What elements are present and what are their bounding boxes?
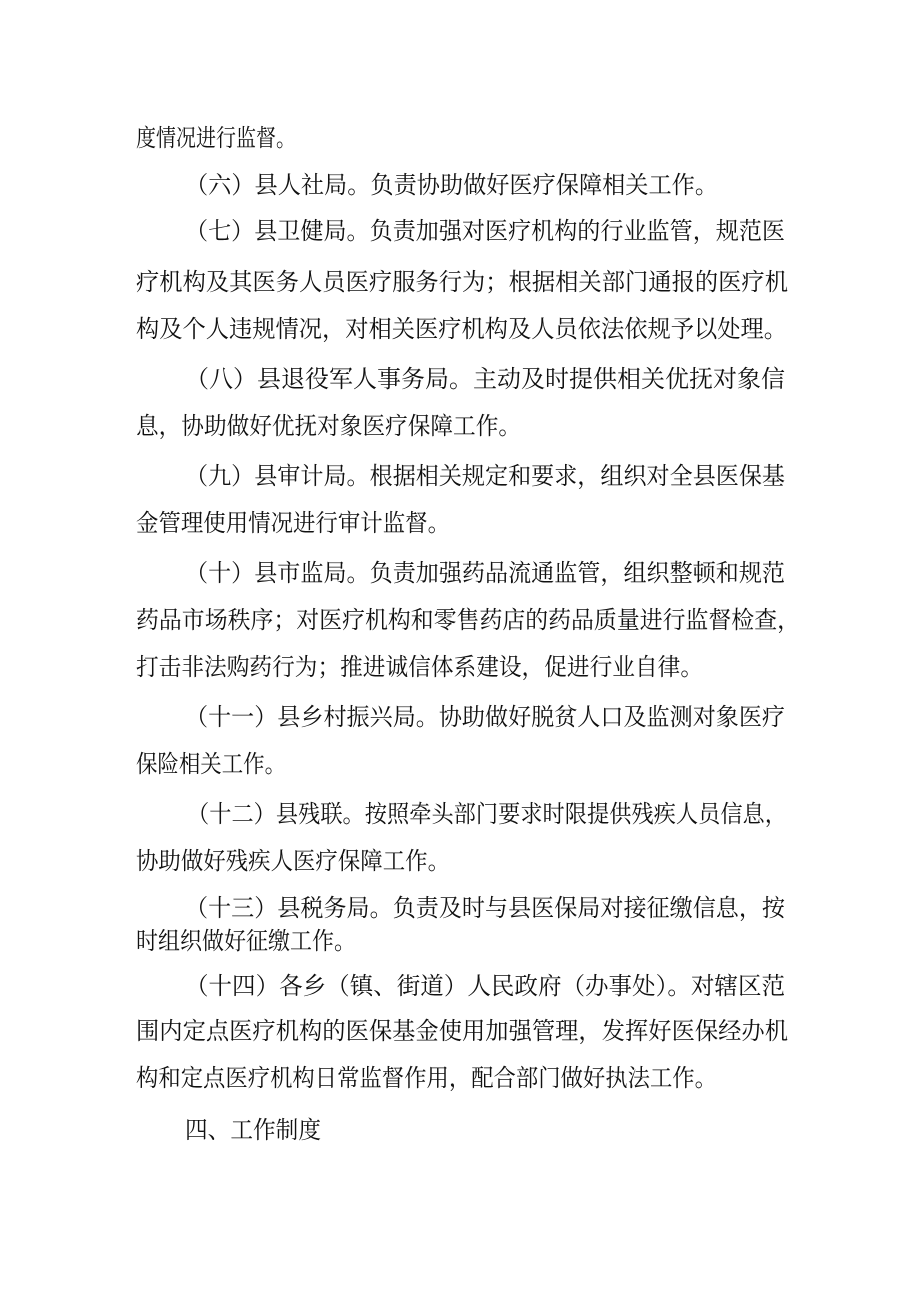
text-line-content: （六）县人社局。负责协助做好医疗保障相关工作。 bbox=[185, 171, 718, 199]
text-line-content: （八）县退役军人事务局。主动及时提供相关优抚对象信 bbox=[185, 365, 785, 393]
text-line bbox=[0, 744, 920, 784]
paragraph-start-line bbox=[0, 794, 920, 834]
text-line bbox=[0, 600, 920, 640]
text-line-content: 构及个人违规情况，对相关医疗机构及人员依法依规予以处理。 bbox=[136, 315, 787, 343]
text-line-content: （十二）县残联。按照牵头部门要求时限提供残疾人员信息， bbox=[187, 800, 787, 828]
text-line bbox=[0, 309, 920, 349]
paragraph-start-line bbox=[0, 456, 920, 496]
text-line bbox=[0, 503, 920, 543]
text-line bbox=[0, 841, 920, 881]
text-line-content: （十四）各乡（镇、街道）人民政府（办事处）。对辖区范 bbox=[185, 972, 785, 1000]
text-line-content: 围内定点医疗机构的医保基金使用加强管理，发挥好医保经办机 bbox=[136, 1017, 788, 1045]
text-line-content: （十）县市监局。负责加强药品流通监管，组织整顿和规范 bbox=[185, 559, 785, 587]
text-line-content: 协助做好残疾人医疗保障工作。 bbox=[136, 847, 450, 875]
text-line-content: 构和定点医疗机构日常监督作用，配合部门做好执法工作。 bbox=[136, 1064, 717, 1092]
text-line bbox=[0, 262, 920, 302]
text-line-content: 保险相关工作。 bbox=[136, 750, 286, 778]
text-line bbox=[0, 647, 920, 687]
text-line-content: 打击非法购药行为；推进诚信体系建设，促进行业自律。 bbox=[136, 653, 703, 681]
text-line bbox=[0, 1058, 920, 1098]
section-heading bbox=[0, 1110, 920, 1150]
text-line-content: 疗机构及其医务人员医疗服务行为；根据相关部门通报的医疗机 bbox=[136, 268, 788, 296]
text-line-content: （十一）县乡村振兴局。协助做好脱贫人口及监测对象医疗 bbox=[185, 703, 785, 731]
paragraph-start-line bbox=[0, 966, 920, 1006]
text-line-content: （七）县卫健局。负责加强对医疗机构的行业监管，规范医 bbox=[185, 217, 785, 245]
paragraph-start-line bbox=[0, 697, 920, 737]
section-heading-text: 四、工作制度 bbox=[185, 1116, 321, 1144]
paragraph-start-line bbox=[0, 211, 920, 251]
text-line-content: 度情况进行监督。 bbox=[136, 124, 296, 152]
paragraph-start-line bbox=[0, 359, 920, 399]
paragraph-start-line bbox=[0, 553, 920, 593]
paragraph-start-line bbox=[0, 165, 920, 205]
text-line-content: （十三）县税务局。负责及时与县医保局对接征缴信息，按 bbox=[185, 894, 785, 922]
text-line-content: （九）县审计局。根据相关规定和要求，组织对全县医保基 bbox=[185, 462, 785, 490]
text-line-content: 药品市场秩序；对医疗机构和零售药店的药品质量进行监督检查， bbox=[136, 606, 800, 634]
text-line bbox=[0, 406, 920, 446]
text-line-content: 时组织做好征缴工作。 bbox=[136, 927, 356, 955]
text-line bbox=[0, 1011, 920, 1051]
text-line-content: 金管理使用情况进行审计监督。 bbox=[136, 509, 450, 537]
text-line bbox=[0, 921, 920, 961]
text-line-content: 息，协助做好优抚对象医疗保障工作。 bbox=[136, 412, 521, 440]
text-line bbox=[0, 118, 920, 158]
